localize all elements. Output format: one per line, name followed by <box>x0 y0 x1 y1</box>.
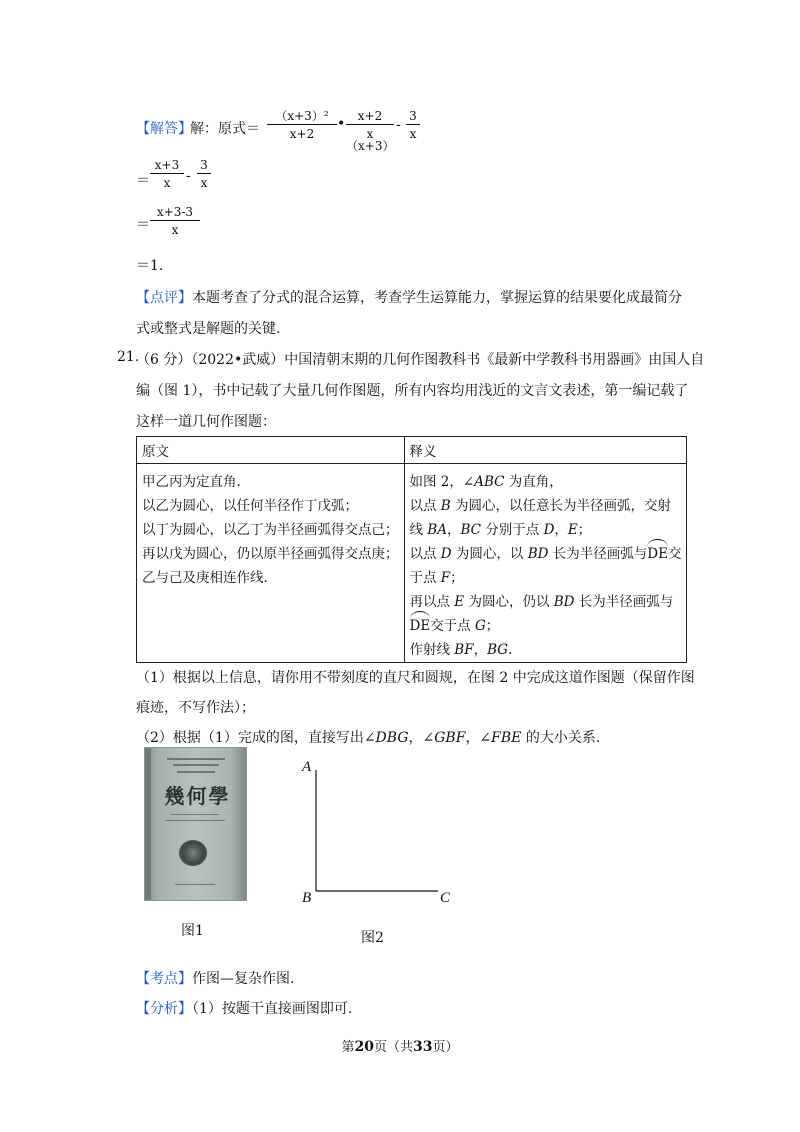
figure-2-diagram <box>290 750 470 910</box>
figure-1-caption: 图1 <box>181 923 204 939</box>
book-title: 幾何學 <box>164 784 231 808</box>
fraction-2 <box>346 110 394 152</box>
solution-intro: 解：原式＝ <box>190 121 260 137</box>
problem-line-2: 编（图 1），书中记载了大量几何作图题，所有内容均用浅近的文言文表述，第一编记载了 <box>136 383 689 399</box>
table-header-right: 释义 <box>404 437 687 464</box>
step3-fraction <box>150 206 200 236</box>
right-line-1: 如图 2，∠ABC 为直角， <box>409 474 563 490</box>
step3-equals: ＝ <box>136 217 150 233</box>
right-line-3: 线 BA，BC 分别于点 D，E； <box>409 522 592 538</box>
table-right-cell <box>404 464 687 663</box>
point-label-b: B <box>302 890 312 906</box>
point-label-c: C <box>440 890 451 906</box>
problem-line-3: 这样一道几何作图题： <box>136 414 276 430</box>
page-number: 20 <box>354 1039 374 1055</box>
fraction-2-numerator: x+2 <box>346 110 394 125</box>
cover-text-line <box>175 884 215 885</box>
book-spine <box>145 748 151 900</box>
right-line-2: 以点 B 为圆心，以任意长为半径画弧，交射 <box>409 498 672 514</box>
comment-line-2: 式或整式是解题的关键. <box>136 321 281 337</box>
fraction-1-denominator: x+2 <box>289 127 315 141</box>
right-line-7: DE交于点 G； <box>410 614 682 638</box>
book-emblem <box>179 840 207 866</box>
minus-sign: - <box>396 117 401 133</box>
arc-de: DE <box>647 542 668 566</box>
step2-equals: ＝ <box>136 173 150 189</box>
right-line-5: 于点 F； <box>409 570 464 586</box>
kaodian-text: 作图—复杂作图. <box>192 971 295 987</box>
cover-text-line <box>177 771 215 773</box>
fenxi <box>136 998 352 1018</box>
problem-line-1: （6 分）（2022•武威）中国清朝末期的几何作图教科书《最新中学教科书用器画》由国人自 <box>136 352 705 368</box>
right-line-6: 再以点 E 为圆心，仍以 BD 长为半径画弧与 <box>409 594 674 610</box>
comment-line-1 <box>136 287 682 307</box>
fraction-2-denominator: x（x+3） <box>346 127 395 153</box>
table-header-left: 原文 <box>137 437 405 464</box>
point-label-a: A <box>302 759 312 775</box>
solution-tag: 【解答】 <box>136 121 192 137</box>
left-line-4: 再以戊为圆心，仍以原半径画弧得交点庚； <box>142 546 399 562</box>
fraction-1 <box>267 110 337 140</box>
step2-fraction-2 <box>197 159 211 189</box>
fenxi-tag: 【分析】 <box>136 1001 192 1017</box>
fraction-3-denominator: x <box>409 127 417 141</box>
table-left-cell <box>137 464 405 663</box>
cover-text-line <box>173 764 219 766</box>
cover-text-line <box>167 758 225 760</box>
kaodian <box>136 968 294 988</box>
step4-result: ＝1. <box>136 258 164 274</box>
question-1-line-2: 痕迹，不写作法）； <box>136 700 255 716</box>
cover-text-line <box>171 814 219 815</box>
question-1-line-1: （1）根据以上信息，请你用不带刻度的直尺和圆规，在图 2 中完成这道作图题（保留作图 <box>136 670 695 686</box>
step2-fraction-2-denominator: x <box>200 176 208 190</box>
left-line-1: 甲乙丙为定直角. <box>142 474 241 490</box>
page-total: 33 <box>413 1039 433 1055</box>
step2-fraction-1-denominator: x <box>163 176 171 190</box>
arc-de-2: DE <box>410 614 431 638</box>
left-line-2: 以乙为圆心，以任何半径作丁戊弧； <box>142 498 358 514</box>
problem-number: 21. <box>117 349 140 365</box>
step2-minus: - <box>186 168 191 184</box>
question-2: （2）根据（1）完成的图，直接写出∠DBG，∠GBF，∠FBE 的大小关系. <box>136 730 601 746</box>
step2-fraction-2-numerator: 3 <box>197 159 211 174</box>
comment-text-1: 本题考查了分式的混合运算，考查学生运算能力，掌握运算的结果要化成最简分 <box>192 290 682 306</box>
fenxi-text: （1）按题干直接画图即可. <box>192 1001 353 1017</box>
cover-text-line <box>165 820 225 821</box>
step2-fraction-1 <box>150 159 184 189</box>
left-line-3: 以丁为圆心，以乙丁为半径画弧得交点己； <box>142 522 399 538</box>
text-table <box>136 436 687 663</box>
book-cover-image <box>144 747 247 901</box>
fraction-3-numerator: 3 <box>406 110 420 125</box>
step3-fraction-numerator: x+3-3 <box>150 206 200 221</box>
multiply-dot: • <box>337 116 346 132</box>
comment-tag: 【点评】 <box>136 290 192 306</box>
fraction-1-numerator: （x+3）² <box>267 110 337 125</box>
step3-fraction-denominator: x <box>171 223 179 237</box>
kaodian-tag: 【考点】 <box>136 971 192 987</box>
step2-fraction-1-numerator: x+3 <box>150 159 184 174</box>
fraction-3 <box>406 110 420 140</box>
page-footer: 第20页（共33页） <box>341 1039 459 1055</box>
right-line-4: 以点 D 为圆心，以 BD 长为半径画弧与DE交 <box>410 542 682 566</box>
figure-2-caption: 图2 <box>361 930 384 946</box>
right-line-8: 作射线 BF，BG. <box>409 642 513 658</box>
left-line-5: 乙与己及庚相连作线. <box>142 570 268 586</box>
